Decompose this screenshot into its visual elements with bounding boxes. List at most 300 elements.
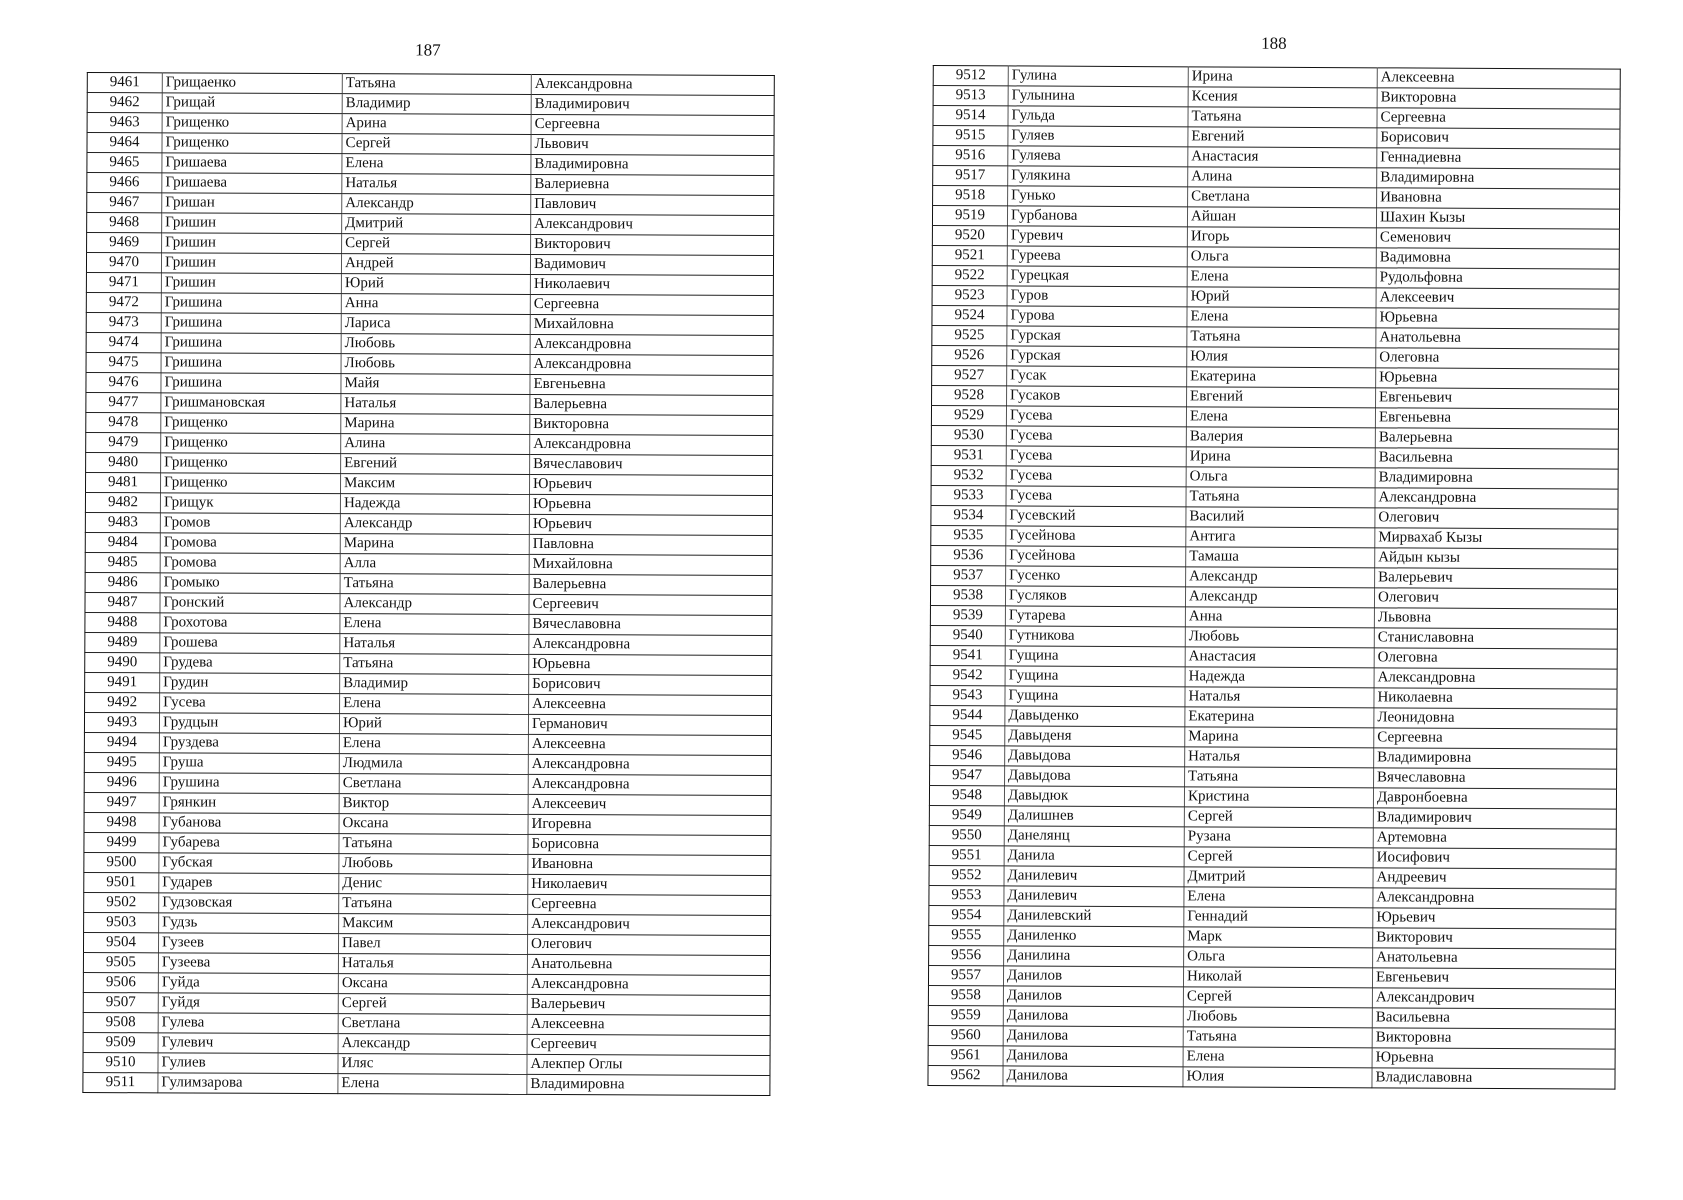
surname: Гришин [161, 273, 341, 294]
patronymic: Сергеевна [1377, 108, 1620, 129]
surname: Грянкин [159, 793, 339, 814]
table-row [86, 352, 773, 375]
table-row [84, 832, 771, 855]
patronymic: Владимирович [531, 94, 774, 115]
patronymic: Сергеевна [531, 114, 774, 135]
record-number: 9478 [86, 412, 161, 432]
first-name: Арина [342, 114, 531, 135]
first-name: Сергей [342, 134, 531, 155]
table-row [85, 532, 772, 555]
first-name: Дмитрий [342, 214, 531, 235]
surname: Гурская [1007, 346, 1187, 367]
record-number: 9508 [83, 1012, 158, 1032]
first-name: Любовь [339, 854, 528, 875]
first-name: Марина [341, 414, 530, 435]
patronymic: Владимировна [1377, 168, 1620, 189]
patronymic: Михайловна [529, 554, 772, 575]
surname: Гусева [1006, 446, 1186, 467]
patronymic: Вячеславовна [529, 614, 772, 635]
first-name: Татьяна [1188, 107, 1377, 128]
patronymic: Владимировна [1374, 748, 1617, 769]
record-number: 9506 [83, 972, 158, 992]
first-name: Максим [339, 914, 528, 935]
patronymic: Сергеевич [527, 1034, 770, 1055]
patronymic: Александровна [531, 74, 774, 95]
first-name: Людмила [339, 754, 528, 775]
patronymic: Анатольевна [527, 954, 770, 975]
left-page [82, 34, 757, 1096]
first-name: Денис [339, 874, 528, 895]
table-row [86, 332, 773, 355]
first-name: Ольга [1187, 247, 1376, 268]
surname: Гударев [159, 873, 339, 894]
table-row [83, 1072, 770, 1095]
record-number: 9520 [932, 225, 1007, 245]
record-number: 9463 [87, 113, 162, 133]
table-row [83, 1052, 770, 1075]
surname: Гурова [1007, 306, 1187, 327]
surname: Гущина [1005, 686, 1185, 707]
table-row [83, 1012, 770, 1035]
patronymic: Владимировна [531, 154, 774, 175]
patronymic: Ивановна [528, 854, 771, 875]
patronymic: Алексеевна [527, 1014, 770, 1035]
names-table [82, 72, 774, 1096]
surname: Гришин [162, 233, 342, 254]
first-name: Майя [341, 374, 530, 395]
patronymic: Иосифович [1373, 848, 1616, 869]
names-table [927, 65, 1620, 1090]
page-number: 188 [1261, 33, 1287, 53]
first-name: Ксения [1188, 87, 1377, 108]
surname: Грищай [162, 93, 342, 114]
patronymic: Владимировна [1375, 468, 1618, 489]
first-name: Сергей [1184, 807, 1373, 828]
table-row [928, 1065, 1615, 1089]
surname: Гуйдя [158, 993, 338, 1014]
first-name: Владимир [340, 674, 529, 695]
first-name: Рузана [1184, 827, 1373, 848]
surname: Гулиев [158, 1053, 338, 1074]
patronymic: Мирвахаб Кызы [1375, 528, 1618, 549]
table-row [85, 552, 772, 575]
first-name: Наталья [341, 394, 530, 415]
table-row [83, 952, 770, 975]
first-name: Кристина [1184, 787, 1373, 808]
patronymic: Валерьевич [1375, 568, 1618, 589]
record-number: 9532 [931, 465, 1006, 485]
record-number: 9551 [929, 845, 1004, 865]
first-name: Евгений [341, 454, 530, 475]
record-number: 9509 [83, 1032, 158, 1052]
surname: Гусенко [1006, 566, 1186, 587]
first-name: Марк [1184, 927, 1373, 948]
first-name: Александр [1185, 587, 1374, 608]
patronymic: Сергеевна [528, 894, 771, 915]
patronymic: Павловна [529, 534, 772, 555]
record-number: 9536 [931, 545, 1006, 565]
table-row [86, 312, 773, 335]
table-row [85, 612, 772, 635]
surname: Громов [160, 513, 340, 534]
surname: Гурецкая [1007, 266, 1187, 287]
surname: Гунько [1008, 186, 1188, 207]
record-number: 9534 [931, 505, 1006, 525]
patronymic: Викторовна [530, 414, 773, 435]
record-number: 9513 [933, 86, 1008, 106]
record-number: 9516 [933, 146, 1008, 166]
first-name: Наталья [1185, 747, 1374, 768]
record-number: 9524 [932, 305, 1007, 325]
table-row [86, 392, 773, 415]
first-name: Екатерина [1185, 707, 1374, 728]
record-number: 9523 [932, 285, 1007, 305]
table-row [87, 193, 774, 216]
surname: Губская [159, 853, 339, 874]
surname: Гутникова [1005, 626, 1185, 647]
table-row [84, 712, 771, 735]
first-name: Елена [1187, 307, 1376, 328]
patronymic: Олеговна [1374, 648, 1617, 669]
table-row [83, 932, 770, 955]
surname: Грищук [160, 493, 340, 514]
patronymic: Николаевич [530, 274, 773, 295]
record-number: 9501 [84, 872, 159, 892]
record-number: 9472 [86, 292, 161, 312]
first-name: Александр [340, 514, 529, 535]
table-row [85, 652, 772, 675]
surname: Давыдюк [1004, 786, 1184, 807]
record-number: 9479 [86, 432, 161, 452]
surname: Давыдова [1005, 766, 1185, 787]
first-name: Юлия [1187, 347, 1376, 368]
surname: Гудзовская [159, 893, 339, 914]
record-number: 9517 [933, 166, 1008, 186]
record-number: 9531 [931, 445, 1006, 465]
first-name: Любовь [341, 354, 530, 375]
patronymic: Юрьевич [1373, 908, 1616, 929]
patronymic: Александровна [527, 974, 770, 995]
patronymic: Станиславовна [1374, 628, 1617, 649]
first-name: Любовь [341, 334, 530, 355]
record-number: 9469 [87, 233, 162, 253]
record-number: 9530 [931, 425, 1006, 445]
table-row [85, 692, 772, 715]
surname: Данелянц [1004, 826, 1184, 847]
surname: Гусейнова [1006, 526, 1186, 547]
record-number: 9555 [929, 925, 1004, 945]
first-name: Владимир [342, 94, 531, 115]
surname: Гулевич [158, 1033, 338, 1054]
patronymic: Алекпер Оглы [527, 1054, 770, 1075]
surname: Данила [1004, 846, 1184, 867]
table-row [87, 133, 774, 156]
first-name: Тамаша [1186, 547, 1375, 568]
patronymic: Александровна [530, 334, 773, 355]
patronymic: Сергеевич [529, 594, 772, 615]
surname: Гусева [1006, 466, 1186, 487]
table-row [86, 272, 773, 295]
record-number: 9467 [87, 193, 162, 213]
surname: Гущина [1005, 646, 1185, 667]
first-name: Надежда [340, 494, 529, 515]
surname: Гущина [1005, 666, 1185, 687]
record-number: 9497 [84, 792, 159, 812]
table-row [84, 912, 771, 935]
record-number: 9558 [928, 985, 1003, 1005]
patronymic: Анатольевна [1376, 328, 1619, 349]
first-name: Елена [339, 734, 528, 755]
record-number: 9492 [85, 692, 160, 712]
surname: Гусаков [1007, 386, 1187, 407]
patronymic: Александрович [528, 914, 771, 935]
first-name: Татьяна [342, 74, 531, 95]
patronymic: Львовна [1374, 608, 1617, 629]
first-name: Евгений [1187, 387, 1376, 408]
table-row [85, 572, 772, 595]
surname: Данилова [1003, 1066, 1183, 1087]
first-name: Ольга [1186, 467, 1375, 488]
surname: Грудин [160, 673, 340, 694]
first-name: Александр [1186, 567, 1375, 588]
record-number: 9462 [87, 93, 162, 113]
surname: Гришина [161, 313, 341, 334]
table-row [84, 792, 771, 815]
first-name: Ирина [1186, 447, 1375, 468]
surname: Громыко [160, 573, 340, 594]
patronymic: Евгеньевич [1376, 388, 1619, 409]
record-number: 9560 [928, 1025, 1003, 1045]
record-number: 9556 [929, 945, 1004, 965]
record-number: 9487 [85, 592, 160, 612]
first-name: Юлия [1183, 1067, 1372, 1088]
table-row [85, 472, 772, 495]
record-number: 9515 [933, 126, 1008, 146]
surname: Давыдова [1005, 746, 1185, 767]
surname: Гришин [162, 213, 342, 234]
first-name: Ирина [1188, 67, 1377, 88]
first-name: Игорь [1187, 227, 1376, 248]
record-number: 9550 [929, 825, 1004, 845]
patronymic: Давронбоевна [1373, 788, 1616, 809]
first-name: Александр [340, 594, 529, 615]
first-name: Антига [1186, 527, 1375, 548]
patronymic: Борисовна [528, 834, 771, 855]
record-number: 9519 [932, 206, 1007, 226]
first-name: Николай [1183, 967, 1372, 988]
table-row [85, 592, 772, 615]
first-name: Светлана [339, 774, 528, 795]
first-name: Елена [340, 694, 529, 715]
first-name: Юрий [341, 274, 530, 295]
first-name: Светлана [338, 1014, 527, 1035]
patronymic: Артемовна [1373, 828, 1616, 849]
surname: Далишнев [1004, 806, 1184, 827]
first-name: Елена [1186, 407, 1375, 428]
first-name: Айшан [1187, 207, 1376, 228]
first-name: Татьяна [1185, 767, 1374, 788]
patronymic: Анатольевна [1373, 948, 1616, 969]
surname: Груша [159, 753, 339, 774]
record-number: 9561 [928, 1045, 1003, 1065]
surname: Гришина [161, 293, 341, 314]
table-row [84, 892, 771, 915]
surname: Гусак [1007, 366, 1187, 387]
patronymic: Борисович [529, 674, 772, 695]
surname: Громова [160, 533, 340, 554]
first-name: Елена [340, 614, 529, 635]
record-number: 9511 [83, 1072, 158, 1092]
patronymic: Валерьевна [529, 574, 772, 595]
surname: Грищенко [160, 473, 340, 494]
record-number: 9548 [929, 785, 1004, 805]
table-row [85, 632, 772, 655]
surname: Гусева [1006, 426, 1186, 447]
patronymic: Васильевна [1372, 1008, 1615, 1029]
table-row [85, 512, 772, 535]
patronymic: Вадимовна [1376, 248, 1619, 269]
first-name: Оксана [339, 814, 528, 835]
patronymic: Васильевна [1375, 448, 1618, 469]
surname: Данилина [1004, 946, 1184, 967]
patronymic: Николаевич [528, 874, 771, 895]
first-name: Татьяна [1186, 487, 1375, 508]
surname: Грищенко [161, 453, 341, 474]
record-number: 9486 [85, 572, 160, 592]
patronymic: Николаевна [1374, 688, 1617, 709]
first-name: Татьяна [1187, 327, 1376, 348]
patronymic: Александровна [1374, 668, 1617, 689]
record-number: 9464 [87, 133, 162, 153]
surname: Данилов [1003, 966, 1183, 987]
patronymic: Юрьевна [529, 494, 772, 515]
record-number: 9547 [930, 765, 1005, 785]
surname: Гурбанова [1007, 206, 1187, 227]
record-number: 9553 [929, 885, 1004, 905]
surname: Грищенко [161, 413, 341, 434]
record-number: 9552 [929, 865, 1004, 885]
first-name: Лариса [341, 314, 530, 335]
surname: Грудцын [159, 713, 339, 734]
first-name: Анна [341, 294, 530, 315]
surname: Гуров [1007, 286, 1187, 307]
first-name: Елена [1184, 887, 1373, 908]
patronymic: Михайловна [530, 314, 773, 335]
surname: Гулякина [1008, 166, 1188, 187]
surname: Данилова [1003, 1006, 1183, 1027]
table-row [84, 732, 771, 755]
right-page [927, 27, 1603, 1089]
first-name: Надежда [1185, 667, 1374, 688]
table-row [87, 213, 774, 236]
table-row [87, 173, 774, 196]
patronymic: Геннадиевна [1377, 148, 1620, 169]
record-number: 9514 [933, 106, 1008, 126]
patronymic: Юрьевна [1372, 1048, 1615, 1069]
surname: Гусевский [1006, 506, 1186, 527]
record-number: 9491 [85, 672, 160, 692]
table-row [83, 992, 770, 1015]
patronymic: Вячеславовна [1374, 768, 1617, 789]
surname: Гуреева [1007, 246, 1187, 267]
record-number: 9529 [931, 405, 1006, 425]
patronymic: Викторовна [1372, 1028, 1615, 1049]
record-number: 9525 [932, 325, 1007, 345]
table-row [83, 972, 770, 995]
surname: Гришмановская [161, 393, 341, 414]
surname: Губарева [159, 833, 339, 854]
patronymic: Валерьевна [1375, 428, 1618, 449]
first-name: Татьяна [340, 654, 529, 675]
record-number: 9540 [930, 625, 1005, 645]
patronymic: Александрович [531, 214, 774, 235]
surname: Гулимзарова [158, 1073, 338, 1094]
table-row [86, 432, 773, 455]
patronymic: Олегович [527, 934, 770, 955]
record-number: 9500 [84, 852, 159, 872]
table-row [83, 1032, 770, 1055]
record-number: 9544 [930, 705, 1005, 725]
surname: Грищаенко [162, 73, 342, 94]
record-number: 9541 [930, 645, 1005, 665]
surname: Гришина [161, 333, 341, 354]
first-name: Александр [342, 194, 531, 215]
surname: Гудзь [159, 913, 339, 934]
table-row [87, 153, 774, 176]
record-number: 9494 [84, 732, 159, 752]
table-row [84, 872, 771, 895]
patronymic: Вячеславович [530, 454, 773, 475]
patronymic: Игоревна [528, 814, 771, 835]
first-name: Евгений [1188, 127, 1377, 148]
first-name: Сергей [338, 994, 527, 1015]
surname: Гришина [161, 373, 341, 394]
record-number: 9482 [85, 492, 160, 512]
first-name: Татьяна [339, 834, 528, 855]
first-name: Елена [342, 154, 531, 175]
first-name: Елена [1183, 1047, 1372, 1068]
record-number: 9526 [932, 345, 1007, 365]
record-number: 9502 [84, 892, 159, 912]
record-number: 9505 [83, 952, 158, 972]
first-name: Любовь [1183, 1007, 1372, 1028]
patronymic: Валерьевна [530, 394, 773, 415]
patronymic: Александрович [1372, 988, 1615, 1009]
record-number: 9474 [86, 332, 161, 352]
patronymic: Александровна [530, 434, 773, 455]
first-name: Светлана [1188, 187, 1377, 208]
patronymic: Валерьевич [527, 994, 770, 1015]
record-number: 9504 [83, 932, 158, 952]
patronymic: Владимирович [1373, 808, 1616, 829]
surname: Груздева [159, 733, 339, 754]
patronymic: Александровна [528, 774, 771, 795]
record-number: 9507 [83, 992, 158, 1012]
record-number: 9481 [85, 472, 160, 492]
patronymic: Львович [531, 134, 774, 155]
patronymic: Александровна [1375, 488, 1618, 509]
record-number: 9539 [930, 605, 1005, 625]
table-row [86, 412, 773, 435]
table-row [87, 233, 774, 256]
patronymic: Андреевич [1373, 868, 1616, 889]
first-name: Василий [1186, 507, 1375, 528]
surname: Гришаева [162, 153, 342, 174]
record-number: 9466 [87, 173, 162, 193]
record-number: 9468 [87, 213, 162, 233]
patronymic: Юрьевна [1376, 308, 1619, 329]
first-name: Дмитрий [1184, 867, 1373, 888]
